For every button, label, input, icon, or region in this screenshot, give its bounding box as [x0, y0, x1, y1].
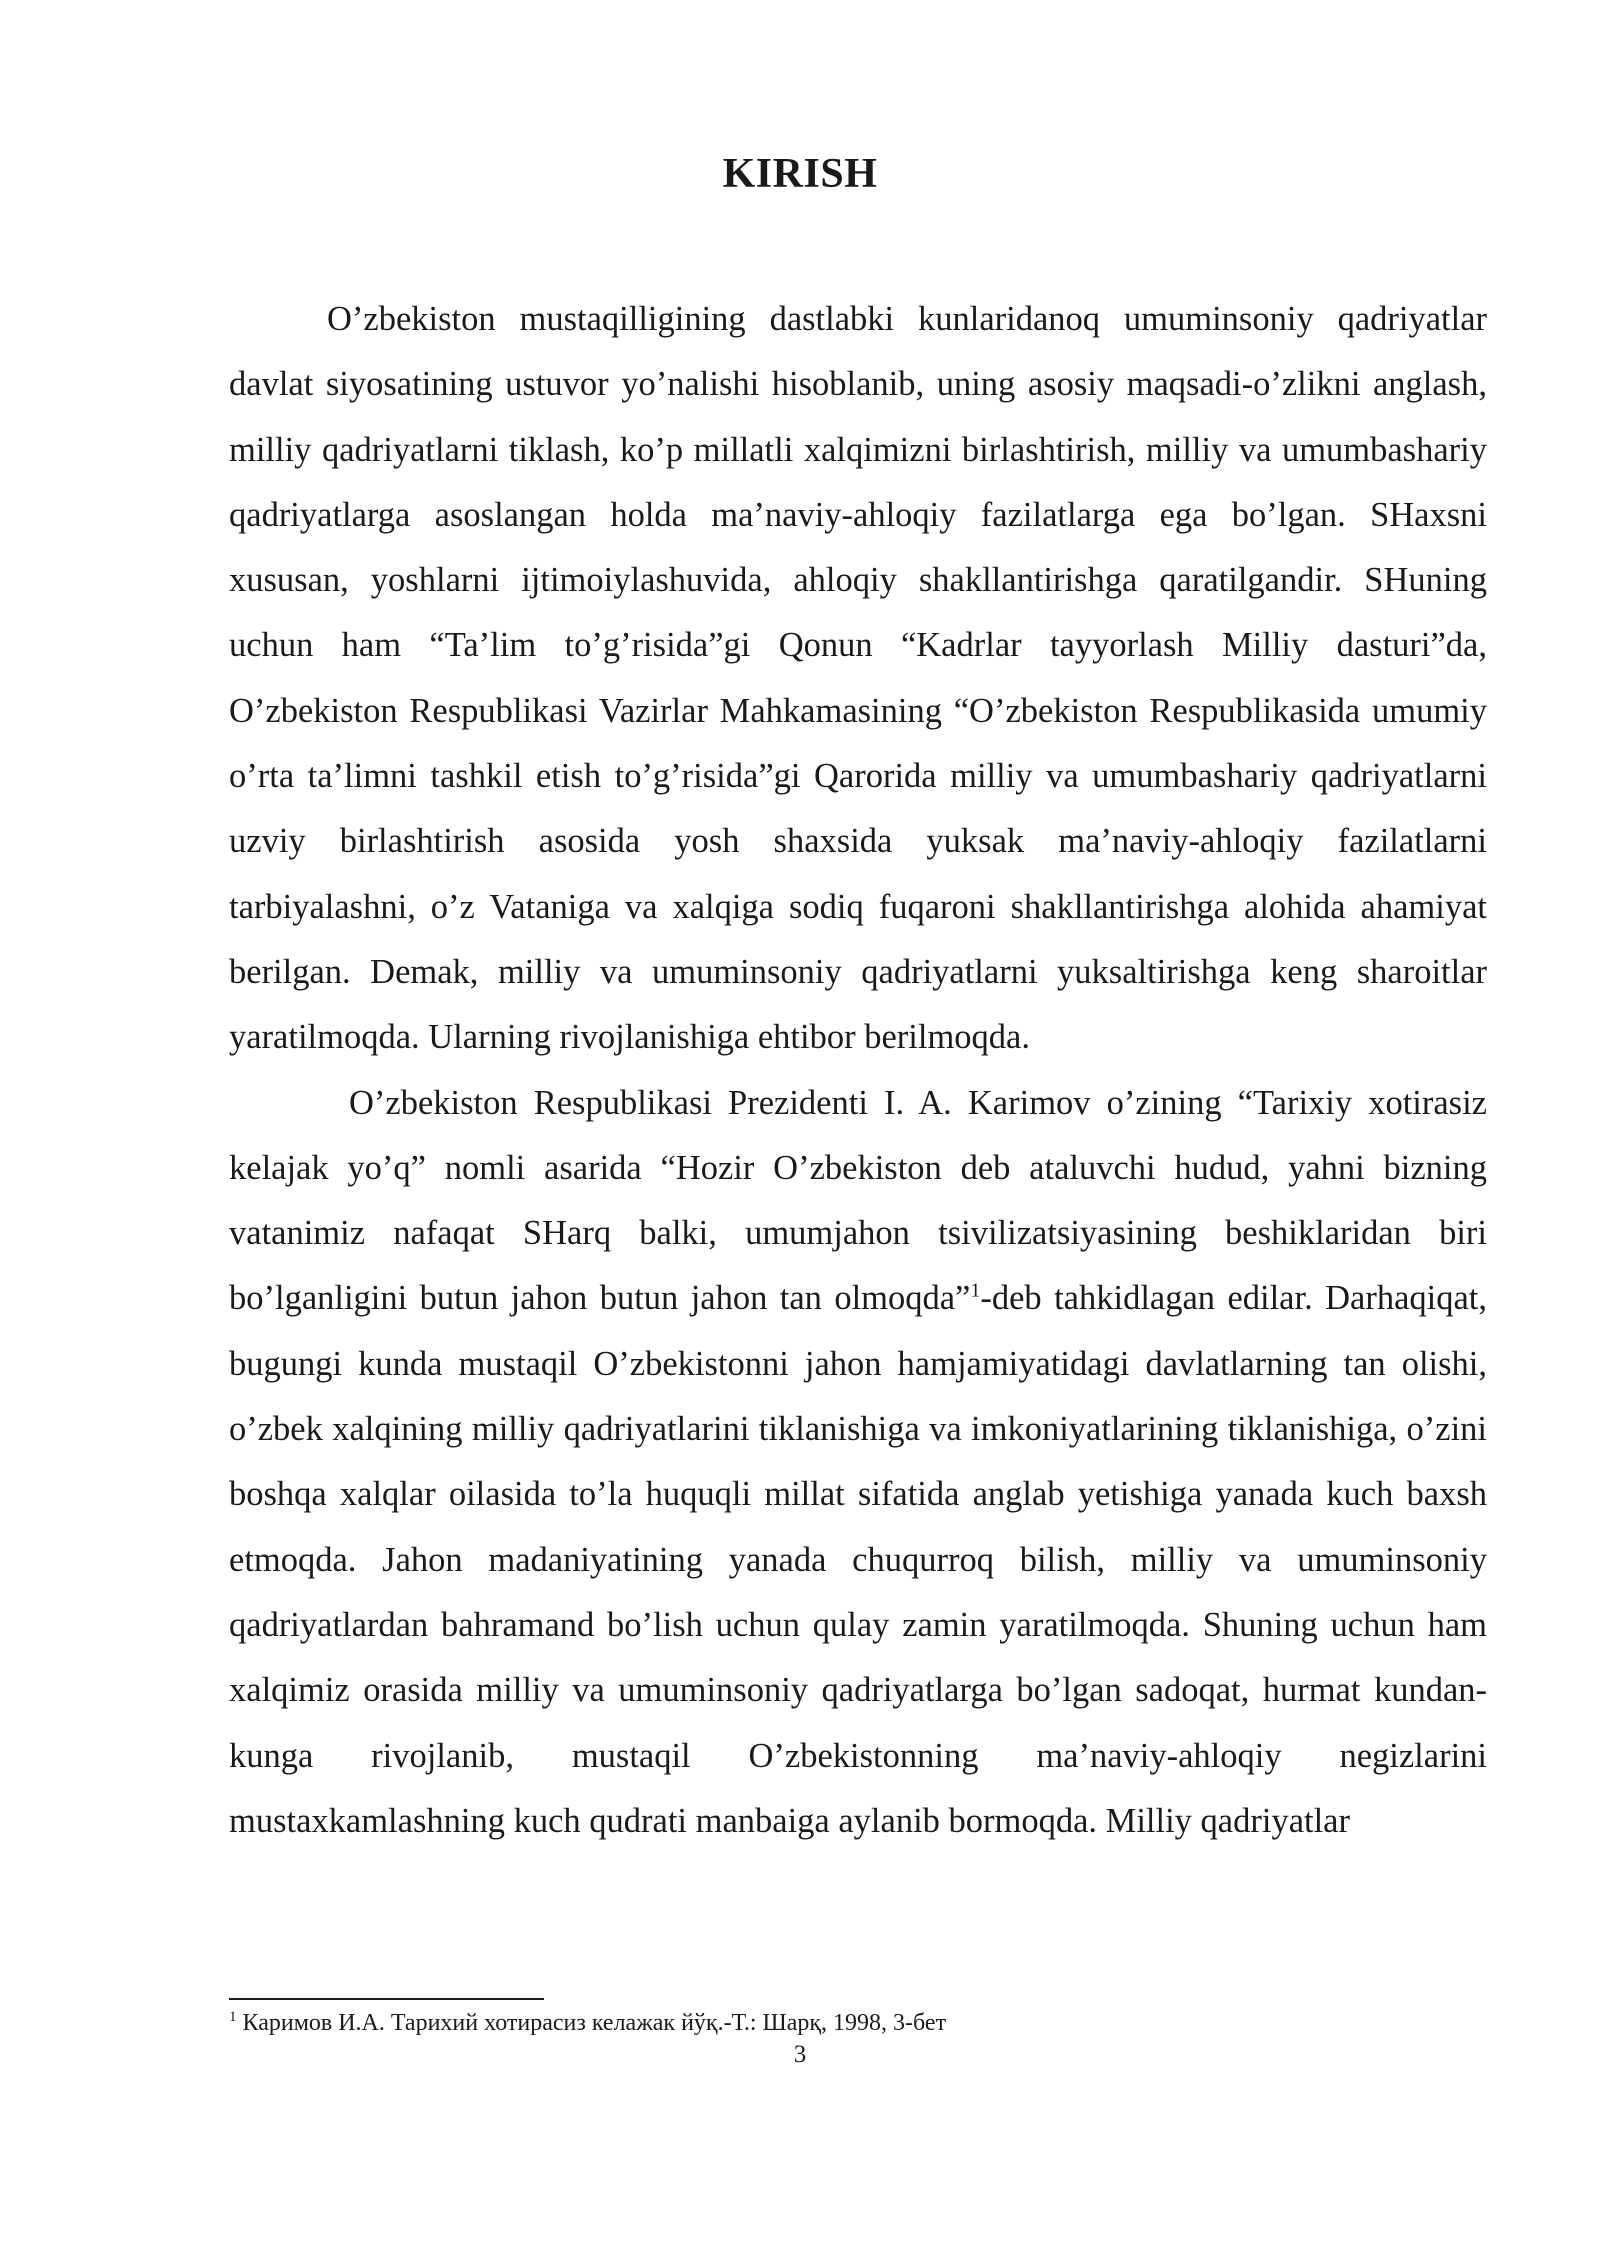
paragraph-1: O’zbekiston mustaqilligining dastlabki kunlaridanoq umuminsoniy qadriyatlar davlat siyosatining ustuvor yo’nalishi hisoblanib, uning asosiy maqsadi-o’zlikni anglash, milliy qadriyatlarni tiklash, ko’p millatli xalqimizni birlashtirish, milliy va umumbashariy qadriyatlarga asoslangan holda ma’naviy-ahloqiy fazilatlarga ega bo’lgan. SHaxsni xususan, yoshlarni ijtimoiylashuvida, ahloqiy shakllantirishga qaratilgandir. SHuning uchun ham “Ta’lim to’g’risida”gi Qonun “Kadrlar tayyorlash Milliy dasturi”da, O’zbekiston Respublikasi Vazirlar Mahkamasining “O’zbekiston Respublikasida umumiy o’rta ta’limni tashkil etish to’g’risida”gi Qarorida milliy va umumbashariy qadriyatlarni uzviy birlashtirish asosida yosh shaxsida yuksak ma’naviy-ahloqiy fazilatlarni tarbiyalashni, o’z Vataniga va xalqiga sodiq fuqaroni shakllantirishga alohida ahamiyat berilgan. Demak, milliy va umuminsoniy qadriyatlarni yuksaltirishga keng sharoitlar yaratilmoqda. Ularning rivojlanishiga ehtibor berilmoqda. [229, 300, 1487, 1057]
page-number: 3 [793, 2041, 807, 2068]
footnote-reference: 1 [970, 1279, 981, 1302]
footnote-separator [229, 1998, 544, 2000]
paragraph-2 [229, 1071, 1487, 1855]
footnote-text: Каримов И.А. Тарихий хотирасиз келажак йўқ.-Т.: Шарқ, 1998, 3-бет [242, 2010, 947, 2036]
paragraph-2-text-before-ref: O’zbekiston Respublikasi Prezidenti I. A. Karimov o’zining “Tarixiy xotirasiz kelajak yo’q” nomli asarida “Hozir O’zbekiston deb ataluvchi hudud, yahni bizning vatanimiz nafaqat SHarq balki, umumjahon tsivilizatsiyasining beshiklaridan biri bo’lganligini butun jahon butun jahon tan olmoqda” [229, 1083, 1487, 1318]
footnote-number: 1 [229, 2009, 237, 2025]
paragraph-2-text-after-ref: -deb tahkidlagan edilar. Darhaqiqat, bugungi kunda mustaqil O’zbekistonni jahon hamjamiyatidagi davlatlarning tan olishi, o’zbek xalqining milliy qadriyatlarini tiklanishiga va imkoniyatlarining tiklanishiga, o’zini boshqa xalqlar oilasida to’la huquqli millat sifatida anglab yetishiga yanada kuch baxsh etmoqda. Jahon madaniyatining yanada chuqurroq bilish, milliy va umuminsoniy qadriyatlardan bahramand bo’lish uchun qulay zamin yaratilmoqda. Shuning uchun ham xalqimiz orasida milliy va umuminsoniy qadriyatlarga bo’lgan sadoqat, hurmat kundan-kunga rivojlanib, mustaqil O’zbekistonning ma’naviy-ahloqiy negizlarini mustaxkamlashning kuch qudrati manbaiga aylanib bormoqda. Milliy qadriyatlar [229, 1279, 1488, 1840]
document-title: KIRISH [722, 151, 878, 197]
footnote [229, 2008, 946, 2038]
document-body [229, 287, 1487, 1854]
